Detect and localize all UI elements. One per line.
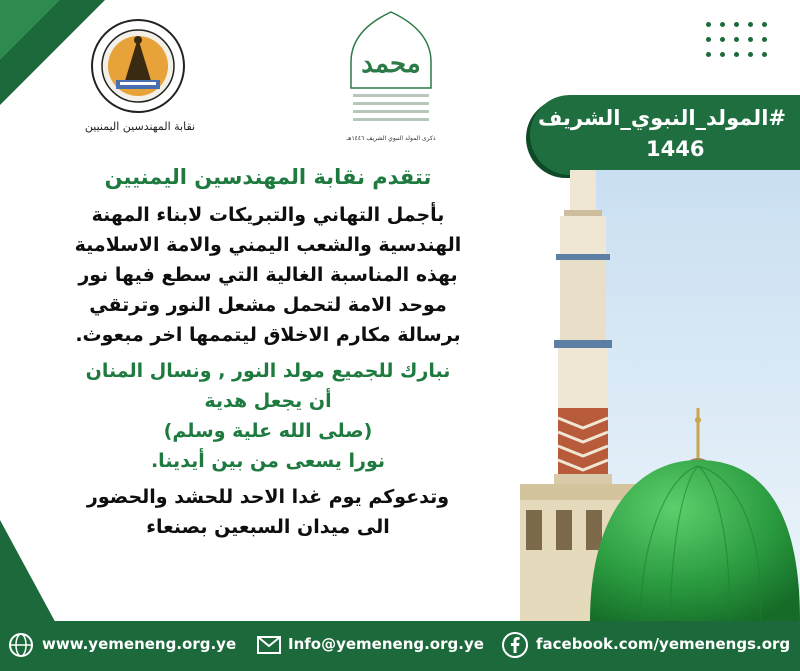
mawlid-caption: ذكرى المولد النبوي الشريف ١٤٤٦هـ [346,135,436,142]
facebook-icon [502,632,528,658]
globe-icon [8,632,34,658]
hashtag-text: #المولد_النبوي_الشريف [538,106,786,130]
yemen-engineers-syndicate-logo [90,18,186,114]
message-body-line: بهذه المناسبة الغالية التي سطع فيها نور [78,264,458,286]
message-body-line: برسالة مكارم الاخلاق ليتممها اخر مبعوث. [75,324,461,346]
footer-bar [0,621,800,671]
dot-grid-top-right [706,22,767,57]
message-block [18,162,518,542]
message-green-line: نبارك للجميع مولد النور , ونسال المنان [85,360,451,382]
mawlid-calligraphy: محمد [361,49,421,79]
mawlid-calligraphy-logo [345,10,437,150]
dot-grid-bottom [452,560,513,595]
message-green-line: (صلى الله علية وسلم) [163,420,373,442]
message-body-line: الهندسية والشعب اليمني والامة الاسلامية [74,234,462,256]
message-green-line: نورا يسعى من بين أيدينا. [150,450,386,472]
corner-decoration-top-left-inner [0,0,60,60]
facebook-link[interactable]: facebook.com/yemenengs.org [536,635,791,653]
hashtag-year: 1446 [646,137,705,161]
mail-icon [256,632,282,658]
syndicate-caption: نقابة المهندسين اليمنيين [84,120,196,133]
message-closing-line: الى ميدان السبعين بصنعاء [146,516,390,538]
website-link[interactable]: www.yemeneng.org.ye [42,635,237,653]
prophets-mosque-image [520,170,800,621]
message-body-line: بأجمل التهاني والتبريكات لابناء المهنة [91,204,445,226]
message-closing-line: وتدعوكم يوم غدا الاحد للحشد والحضور [86,486,450,508]
message-green-line: أن يجعل هدية [204,390,332,412]
message-body-line: موحد الامة لتحمل مشعل النور وترتقي [89,294,447,316]
email-link[interactable]: Info@yemeneng.org.ye [288,635,484,653]
message-title: تتقدم نقابة المهندسين اليمنيين [104,165,432,189]
